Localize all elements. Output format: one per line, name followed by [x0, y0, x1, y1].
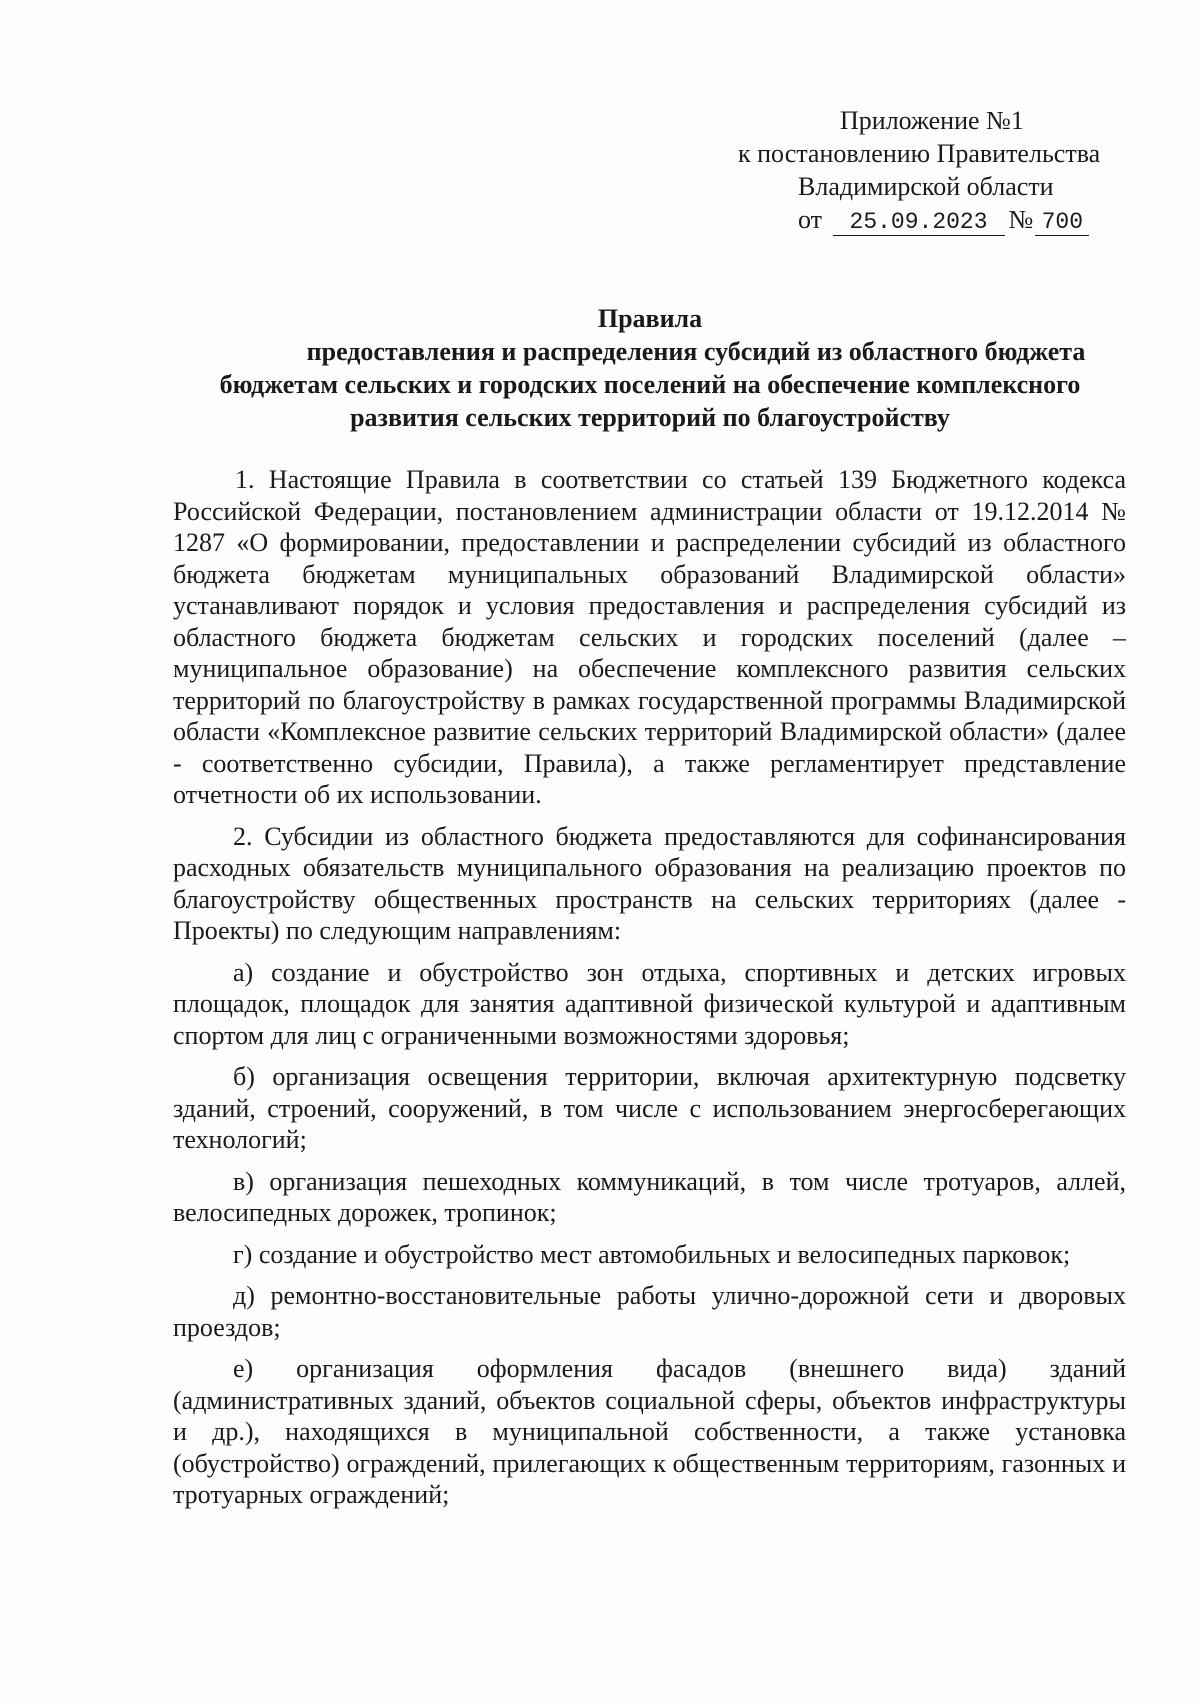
number-prefix: № [1008, 205, 1034, 234]
date-prefix: от [798, 205, 823, 234]
list-item-g: г) создание и обустройство мест автомобильных и велосипедных парковок; [233, 1239, 1071, 1269]
paragraph-1: 1. Настоящие Правила в соответствии со статьей 139 Бюджетного кодекса Российской Федерации, постановлением администрации области от 19.12.2014 № 1287 «О формировании, предоставлении и распределении субсидий из областного бюджета бюджетам муниципальных образований Владимирской области» устанавливают порядок и условия предоставления и распределения субсидий из областного бюджета бюджетам сельских и городских поселений (далее – муниципальное образование) на обеспечение комплексного развития сельских территорий по благоустройству в рамках государственной программы Владимирской области «Комплексное развитие сельских территорий Владимирской области» (далее - соответственно субсидии, Правила), а также регламентирует представление отчетности об их использовании. [173, 465, 1126, 809]
appendix-resolution: к постановлению Правительства [738, 139, 1101, 168]
document-body [173, 464, 1126, 1521]
list-item-v: в) организация пешеходных коммуникаций, в том числе тротуаров, аллей, велосипедных дорожек, тропинок; [173, 1166, 1126, 1227]
title-line-2: бюджетам сельских и городских поселений на обеспечение комплексного [219, 370, 1081, 399]
list-item-e: е) организация оформления фасадов (внешнего вида) зданий (административных зданий, объектов социальной сферы, объектов инфраструктуры и др.), находящихся в муниципальной собственности, а также установка (обустройство) ограждений, прилегающих к общественным территориям, газонных и тротуарных ограждений; [173, 1354, 1126, 1509]
appendix-block [700, 104, 1120, 236]
title-line-1: предоставления и распределения субсидий из областного бюджета [306, 337, 1086, 366]
document-title [170, 302, 1130, 434]
appendix-region: Владимирской области [798, 172, 1054, 201]
paragraph-2: 2. Субсидии из областного бюджета предоставляются для софинансирования расходных обязательств муниципального образования на реализацию проектов по благоустройству общественных пространств на сельских территориях (далее - Проекты) по следующим направлениям: [173, 821, 1126, 945]
appendix-date-line [700, 203, 1120, 236]
number-value: 700 [1035, 209, 1089, 236]
appendix-number: Приложение №1 [840, 106, 1024, 135]
date-value: 25.09.2023 [833, 209, 1005, 236]
list-item-a: а) создание и обустройство зон отдыха, спортивных и детских игровых площадок, площадок для занятия адаптивной физической культурой и адаптивным спортом для лиц с ограниченными возможностями здоровья; [173, 957, 1126, 1050]
title-line-3: развития сельских территорий по благоустройству [350, 403, 950, 432]
list-item-d: д) ремонтно-восстановительные работы улично-дорожной сети и дворовых проездов; [173, 1281, 1126, 1342]
title-heading: Правила [597, 304, 703, 333]
list-item-b: б) организация освещения территории, включая архитектурную подсветку зданий, строений, сооружений, в том числе с использованием энергосберегающих технологий; [173, 1062, 1126, 1154]
